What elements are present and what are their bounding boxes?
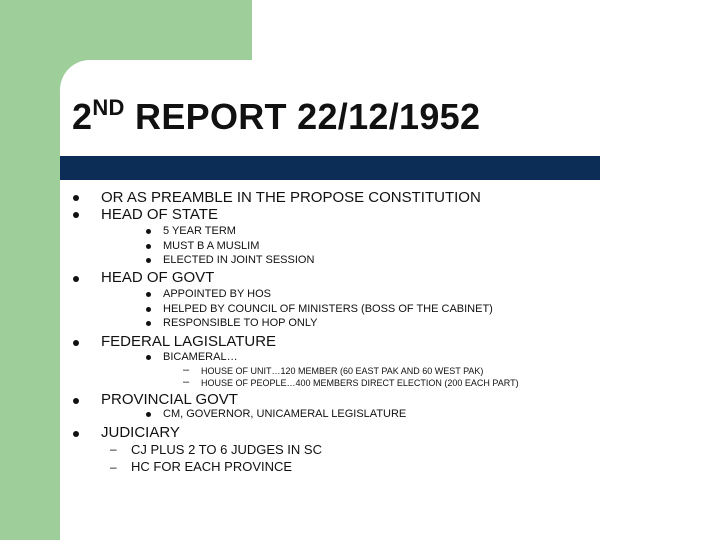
title-text: REPORT 22/12/1952 bbox=[124, 96, 481, 137]
bullet-icon bbox=[146, 412, 151, 417]
dash-bullet: – bbox=[183, 364, 190, 376]
sub-bullet: HC FOR EACH PROVINCE bbox=[131, 459, 293, 474]
bullet-icon bbox=[73, 195, 79, 201]
bullet-preamble: OR AS PREAMBLE IN THE PROPOSE CONSTITUTION bbox=[101, 189, 481, 206]
bullet-icon bbox=[73, 398, 79, 404]
bullet-judiciary: JUDICIARY bbox=[101, 424, 180, 441]
bullet-provincial-govt: PROVINCIAL GOVT bbox=[101, 391, 238, 408]
sub-bullet: 5 YEAR TERM bbox=[163, 225, 236, 237]
bullet-icon bbox=[73, 431, 79, 437]
bullet-icon bbox=[146, 229, 151, 234]
bullet-icon bbox=[73, 212, 79, 218]
slide-title bbox=[72, 96, 480, 138]
sub-bullet: CJ PLUS 2 TO 6 JUDGES IN SC bbox=[131, 442, 322, 457]
sub-bullet: HELPED BY COUNCIL OF MINISTERS (BOSS OF THE CABINET) bbox=[163, 303, 493, 315]
sub-bullet: APPOINTED BY HOS bbox=[163, 288, 271, 300]
dash-bullet: – bbox=[110, 442, 117, 456]
sub-sub-bullet: HOUSE OF PEOPLE…400 MEMBERS DIRECT ELECTION (200 EACH PART) bbox=[201, 378, 519, 388]
sub-bullet: ELECTED IN JOINT SESSION bbox=[163, 254, 315, 266]
sub-bullet: RESPONSIBLE TO HOP ONLY bbox=[163, 317, 318, 329]
bullet-head-of-govt: HEAD OF GOVT bbox=[101, 269, 215, 286]
title-number: 2 bbox=[72, 96, 93, 137]
decorative-green-bar-left bbox=[0, 0, 60, 540]
bullet-icon bbox=[73, 340, 79, 346]
bullet-icon bbox=[146, 355, 151, 360]
dash-bullet: – bbox=[110, 460, 117, 474]
bullet-icon bbox=[146, 292, 151, 297]
bullet-icon bbox=[146, 244, 151, 249]
bullet-federal-legislature: FEDERAL LAGISLATURE bbox=[101, 333, 277, 350]
bullet-head-of-state: HEAD OF STATE bbox=[101, 206, 218, 223]
title-superscript: ND bbox=[92, 95, 125, 120]
bullet-icon bbox=[146, 307, 151, 312]
sub-bullet: CM, GOVERNOR, UNICAMERAL LEGISLATURE bbox=[163, 408, 407, 420]
bullet-icon bbox=[73, 276, 79, 282]
bullet-icon bbox=[146, 258, 151, 263]
sub-sub-bullet: HOUSE OF UNIT…120 MEMBER (60 EAST PAK AND 60 WEST PAK) bbox=[201, 366, 484, 376]
bullet-icon bbox=[146, 321, 151, 326]
dash-bullet: – bbox=[183, 376, 190, 388]
title-underline-bar bbox=[60, 156, 600, 180]
sub-bullet: BICAMERAL… bbox=[163, 351, 238, 363]
sub-bullet: MUST B A MUSLIM bbox=[163, 240, 260, 252]
